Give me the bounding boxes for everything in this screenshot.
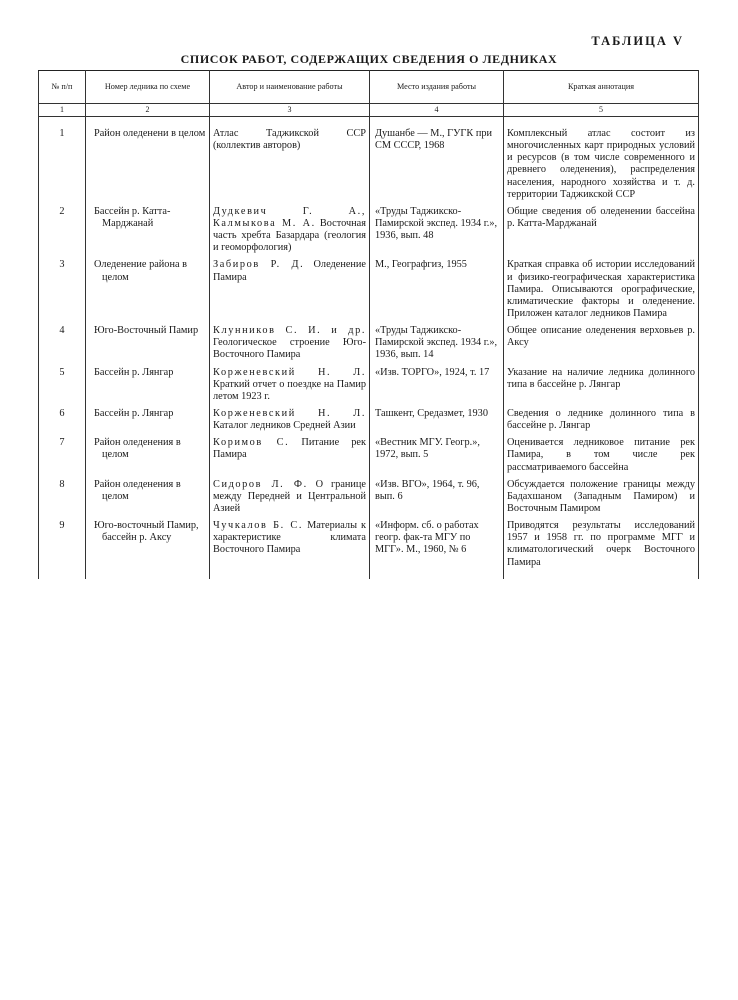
author-and-title <box>210 520 370 579</box>
author-name: Коримов С. <box>213 437 290 449</box>
glacier-scheme-ref: Юго-Восточный Памир <box>86 325 210 366</box>
column-numbers-row <box>39 104 699 117</box>
work-title: О границе между Передней и Центральной Азией <box>213 478 366 514</box>
glacier-scheme-ref: Район оледенения в целом <box>86 437 210 478</box>
column-number: 1 <box>39 104 86 117</box>
column-number: 5 <box>504 104 699 117</box>
column-header-glacier: Номер ледника по схеме <box>86 71 210 104</box>
row-number: 8 <box>39 479 86 520</box>
publication-place: Ташкент, Средазмет, 1930 <box>370 408 504 437</box>
table-row <box>39 408 699 437</box>
table-spacer-row <box>39 117 699 129</box>
column-header-place: Место издания работы <box>370 71 504 104</box>
row-number: 9 <box>39 520 86 579</box>
column-header-annotation: Краткая аннотация <box>504 71 699 104</box>
row-number: 1 <box>39 128 86 206</box>
work-title: Геологическое строение Юго-Восточного Памира <box>213 337 366 361</box>
author-name: Клунников С. И. и др. <box>213 325 366 337</box>
table-header-row <box>39 71 699 104</box>
publication-place: «Труды Таджикско-Памирской экспед. 1934 г.», 1936, вып. 14 <box>370 325 504 366</box>
glacier-scheme-ref: Район оледенения в целом <box>86 479 210 520</box>
column-number: 2 <box>86 104 210 117</box>
table-row <box>39 206 699 260</box>
author-name: Корженевский Н. Л. <box>213 407 366 419</box>
publication-place: М., Географгиз, 1955 <box>370 259 504 325</box>
row-number: 7 <box>39 437 86 478</box>
author-and-title <box>210 325 370 366</box>
table-title: СПИСОК РАБОТ, СОДЕРЖАЩИХ СВЕДЕНИЯ О ЛЕДНИКАХ <box>180 52 558 66</box>
publication-place: «Информ. сб. о работах геогр. фак-та МГУ по МГГ». М., 1960, № 6 <box>370 520 504 579</box>
glacier-scheme-ref: Бассейн р. Лянгар <box>86 367 210 408</box>
publication-place: Душанбе — М., ГУГК при СМ СССР, 1968 <box>370 128 504 206</box>
table-row <box>39 520 699 579</box>
work-title: Каталог ледников Средней Азии <box>213 420 356 432</box>
annotation: Общие сведения об оледенении бассейна р. Катта-Марджанай <box>504 206 699 260</box>
table-row <box>39 128 699 206</box>
work-title: Питание рек Памира <box>213 437 366 461</box>
author-and-title <box>210 479 370 520</box>
annotation: Указание на наличие ледника долинного типа в бассейне р. Лянгар <box>504 367 699 408</box>
column-header-author: Автор и наименование работы <box>210 71 370 104</box>
work-title: Атлас Таджикской ССР (коллектив авторов) <box>213 128 366 152</box>
table-row <box>39 479 699 520</box>
author-name: Забиров Р. Д. <box>213 259 305 271</box>
annotation: Комплексный атлас состоит из многочисленных карт природных условий и ресурсов (в том числе современного и древнего оледенения), распределения населения, народного хозяйства и т. д. территории Таджикской ССР <box>504 128 699 206</box>
annotation: Сведения о леднике долинного типа в бассейне р. Лянгар <box>504 408 699 437</box>
publication-place: «Изв. ТОРГО», 1924, т. 17 <box>370 367 504 408</box>
author-and-title <box>210 367 370 408</box>
table-number-label: ТАБЛИЦА V <box>591 34 684 48</box>
author-and-title <box>210 128 370 206</box>
row-number: 2 <box>39 206 86 260</box>
work-title: Восточная часть хребта Базардара (геология и геоморфология) <box>213 217 366 254</box>
glacier-scheme-ref: Оледенение района в целом <box>86 259 210 325</box>
author-name: Дудкевич Г. А., Калмыкова М. А. <box>213 205 366 229</box>
author-name: Чучкалов Б. С. <box>213 520 304 532</box>
row-number: 6 <box>39 408 86 437</box>
work-title: Краткий отчет о поездке на Памир летом 1923 г. <box>213 378 366 402</box>
author-name: Корженевский Н. Л. <box>213 366 366 378</box>
publication-place: «Труды Таджикско-Памирской экспед. 1934 г.», 1936, вып. 48 <box>370 206 504 260</box>
work-title: Оледенение Памира <box>213 259 366 283</box>
table-row <box>39 367 699 408</box>
author-and-title <box>210 259 370 325</box>
annotation: Краткая справка об истории исследований и физико-географическая характеристика Памира. Описываются орографические, климатические факторы и оледенение. Приложен каталог ледников Памира <box>504 259 699 325</box>
row-number: 5 <box>39 367 86 408</box>
annotation: Обсуждается положение границы между Бадахшаном (Западным Памиром) и Восточным Памиром <box>504 479 699 520</box>
table-row <box>39 325 699 366</box>
author-and-title <box>210 437 370 478</box>
column-header-number: № п/п <box>39 71 86 104</box>
publication-place: «Изв. ВГО», 1964, т. 96, вып. 6 <box>370 479 504 520</box>
works-table <box>38 70 699 579</box>
annotation: Приводятся результаты исследований 1957 и 1958 гг. по программе МГГ и климатологический очерк Восточного Памира <box>504 520 699 579</box>
annotation: Общее описание оледенения верховьев р. Аксу <box>504 325 699 366</box>
glacier-scheme-ref: Юго-восточный Памир, бассейн р. Аксу <box>86 520 210 579</box>
author-and-title <box>210 206 370 260</box>
annotation: Оценивается ледниковое питание рек Памира, в том числе рек рассматриваемого бассейна <box>504 437 699 478</box>
work-title: Материалы к характеристике климата Восточного Памира <box>213 520 367 556</box>
table-row <box>39 259 699 325</box>
glacier-scheme-ref: Бассейн р. Катта-Марджанай <box>86 206 210 260</box>
row-number: 3 <box>39 259 86 325</box>
author-name: Сидоров Л. Ф. <box>213 478 308 490</box>
column-number: 4 <box>370 104 504 117</box>
glacier-scheme-ref: Бассейн р. Лянгар <box>86 408 210 437</box>
glacier-scheme-ref: Район оледенени в целом <box>86 128 210 206</box>
author-and-title <box>210 408 370 437</box>
table-row <box>39 437 699 478</box>
row-number: 4 <box>39 325 86 366</box>
column-number: 3 <box>210 104 370 117</box>
publication-place: «Вестник МГУ. Геогр.», 1972, вып. 5 <box>370 437 504 478</box>
